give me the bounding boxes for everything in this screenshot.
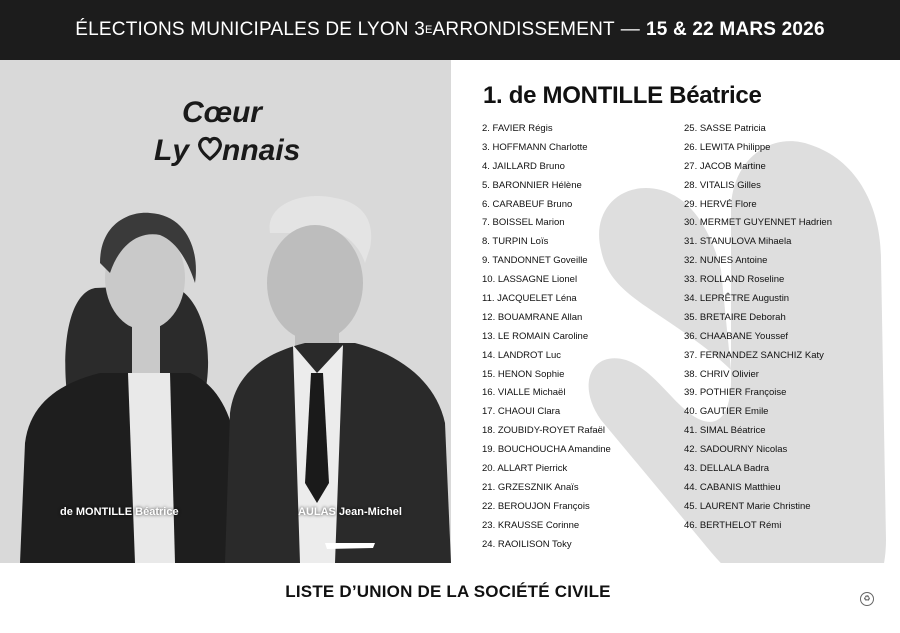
- candidate-list-item: 36. CHAABANE Youssef: [684, 330, 789, 342]
- candidate-list-item: 42. SADOURNY Nicolas: [684, 444, 788, 456]
- header-title-start: ÉLECTIONS MUNICIPALES DE LYON 3: [75, 19, 425, 40]
- footer-slogan: LISTE D’UNION DE LA SOCIÉTÉ CIVILE: [285, 582, 611, 601]
- candidate-list-item: 46. BERTHELOT Rémi: [684, 519, 782, 531]
- candidate-list-item: 6. CARABEUF Bruno: [482, 198, 573, 210]
- candidate-list-item: 13. LE ROMAIN Caroline: [482, 330, 589, 342]
- candidate-list-item: 19. BOUCHOUCHA Amandine: [482, 444, 611, 456]
- candidate-list-item: 27. JACOB Martine: [684, 160, 766, 172]
- candidate-list-item: 11. JACQUELET Léna: [482, 293, 577, 305]
- candidate-list-item: 43. DELLALA Badra: [684, 463, 770, 475]
- candidate-list-item: 39. POTHIER Françoise: [684, 387, 787, 399]
- candidate-list-item: 28. VITALIS Gilles: [684, 179, 761, 191]
- candidate-list-panel: [451, 60, 900, 563]
- candidate-list-item: 18. ZOUBIDY-ROYET Rafaël: [482, 425, 606, 437]
- candidate-list-item: 17. CHAOUI Clara: [482, 406, 561, 418]
- candidate-list-column-1: [482, 120, 611, 554]
- heart-icon: [200, 138, 221, 159]
- candidate-list-item: 10. LASSAGNE Lionel: [482, 274, 578, 286]
- header-title-superscript: E: [424, 24, 433, 36]
- legal-mentions-text: [858, 258, 880, 598]
- caption-right-candidate: AULAS Jean-Michel: [298, 506, 402, 518]
- candidate-list-item: 15. HENON Sophie: [482, 368, 565, 380]
- candidate-list-item: 37. FERNANDEZ SANCHIZ Katy: [684, 349, 824, 361]
- election-dates: 15 & 22 MARS 2026: [646, 19, 825, 40]
- candidate-list-item: 31. STANULOVA Mihaela: [684, 236, 792, 248]
- candidates-photo-panel: [0, 60, 451, 563]
- candidate-list-item: 24. RAOILISON Toky: [482, 538, 572, 550]
- candidate-list-item: 45. LAURENT Marie Christine: [684, 500, 811, 512]
- candidate-list-item: 33. ROLLAND Roseline: [684, 274, 785, 286]
- candidate-list-item: 9. TANDONNET Goveille: [482, 255, 588, 267]
- candidate-list-item: 30. MERMET GUYENNET Hadrien: [684, 217, 832, 229]
- header-banner: [0, 0, 900, 60]
- candidate-list-item: 12. BOUAMRANE Allan: [482, 311, 583, 323]
- coeur-lyonnais-logo: [150, 88, 320, 168]
- candidate-list-item: 40. GAUTIER Emile: [684, 406, 769, 418]
- candidate-photo-left: [0, 173, 240, 563]
- header-title-end: ARRONDISSEMENT: [432, 19, 615, 40]
- candidate-list-item: 32. NUNES Antoine: [684, 255, 768, 267]
- candidate-list-item: 5. BARONNIER Hélène: [482, 179, 582, 191]
- footer-band: [0, 563, 900, 633]
- candidate-list-item: 23. KRAUSSE Corinne: [482, 519, 580, 531]
- candidate-list-item: 34. LEPRÊTRE Augustin: [684, 293, 790, 305]
- recycle-icon: ♻: [860, 592, 874, 606]
- candidate-list-item: 20. ALLART Pierrick: [482, 463, 568, 475]
- logo-line2-start: Ly: [154, 134, 190, 167]
- candidate-list-column-2: [684, 120, 832, 536]
- candidate-list-item: 3. HOFFMANN Charlotte: [482, 141, 588, 153]
- candidate-list-item: 44. CABANIS Matthieu: [684, 481, 781, 493]
- candidate-list-item: 26. LEWITA Philippe: [684, 141, 771, 153]
- candidate-list-item: 38. CHRIV Olivier: [684, 368, 759, 380]
- candidate-list-item: 4. JAILLARD Bruno: [482, 160, 565, 172]
- logo-line1: Cœur: [182, 96, 262, 129]
- header-dash: —: [620, 19, 640, 40]
- list-head-candidate: 1. de MONTILLE Béatrice: [483, 82, 762, 109]
- candidate-list-item: 16. VIALLE Michaël: [482, 387, 566, 399]
- candidate-list-item: 35. BRETAIRE Deborah: [684, 311, 786, 323]
- candidate-list-item: 8. TURPIN Loïs: [482, 236, 549, 248]
- candidate-list-item: 22. BEROUJON François: [482, 500, 590, 512]
- logo-line2-end: nnais: [222, 134, 301, 167]
- caption-left-candidate: de MONTILLE Béatrice: [60, 506, 179, 518]
- candidate-list-item: 21. GRZESZNIK Anaïs: [482, 481, 579, 493]
- candidate-list-item: 2. FAVIER Régis: [482, 123, 553, 134]
- candidate-list-item: 25. SASSE Patricia: [684, 123, 766, 134]
- candidate-list-item: 14. LANDROT Luc: [482, 349, 562, 361]
- candidate-list-item: 29. HERVÉ Flore: [684, 198, 757, 210]
- candidate-list-item: 7. BOISSEL Marion: [482, 217, 565, 229]
- candidate-list-item: 41. SIMAL Béatrice: [684, 425, 766, 437]
